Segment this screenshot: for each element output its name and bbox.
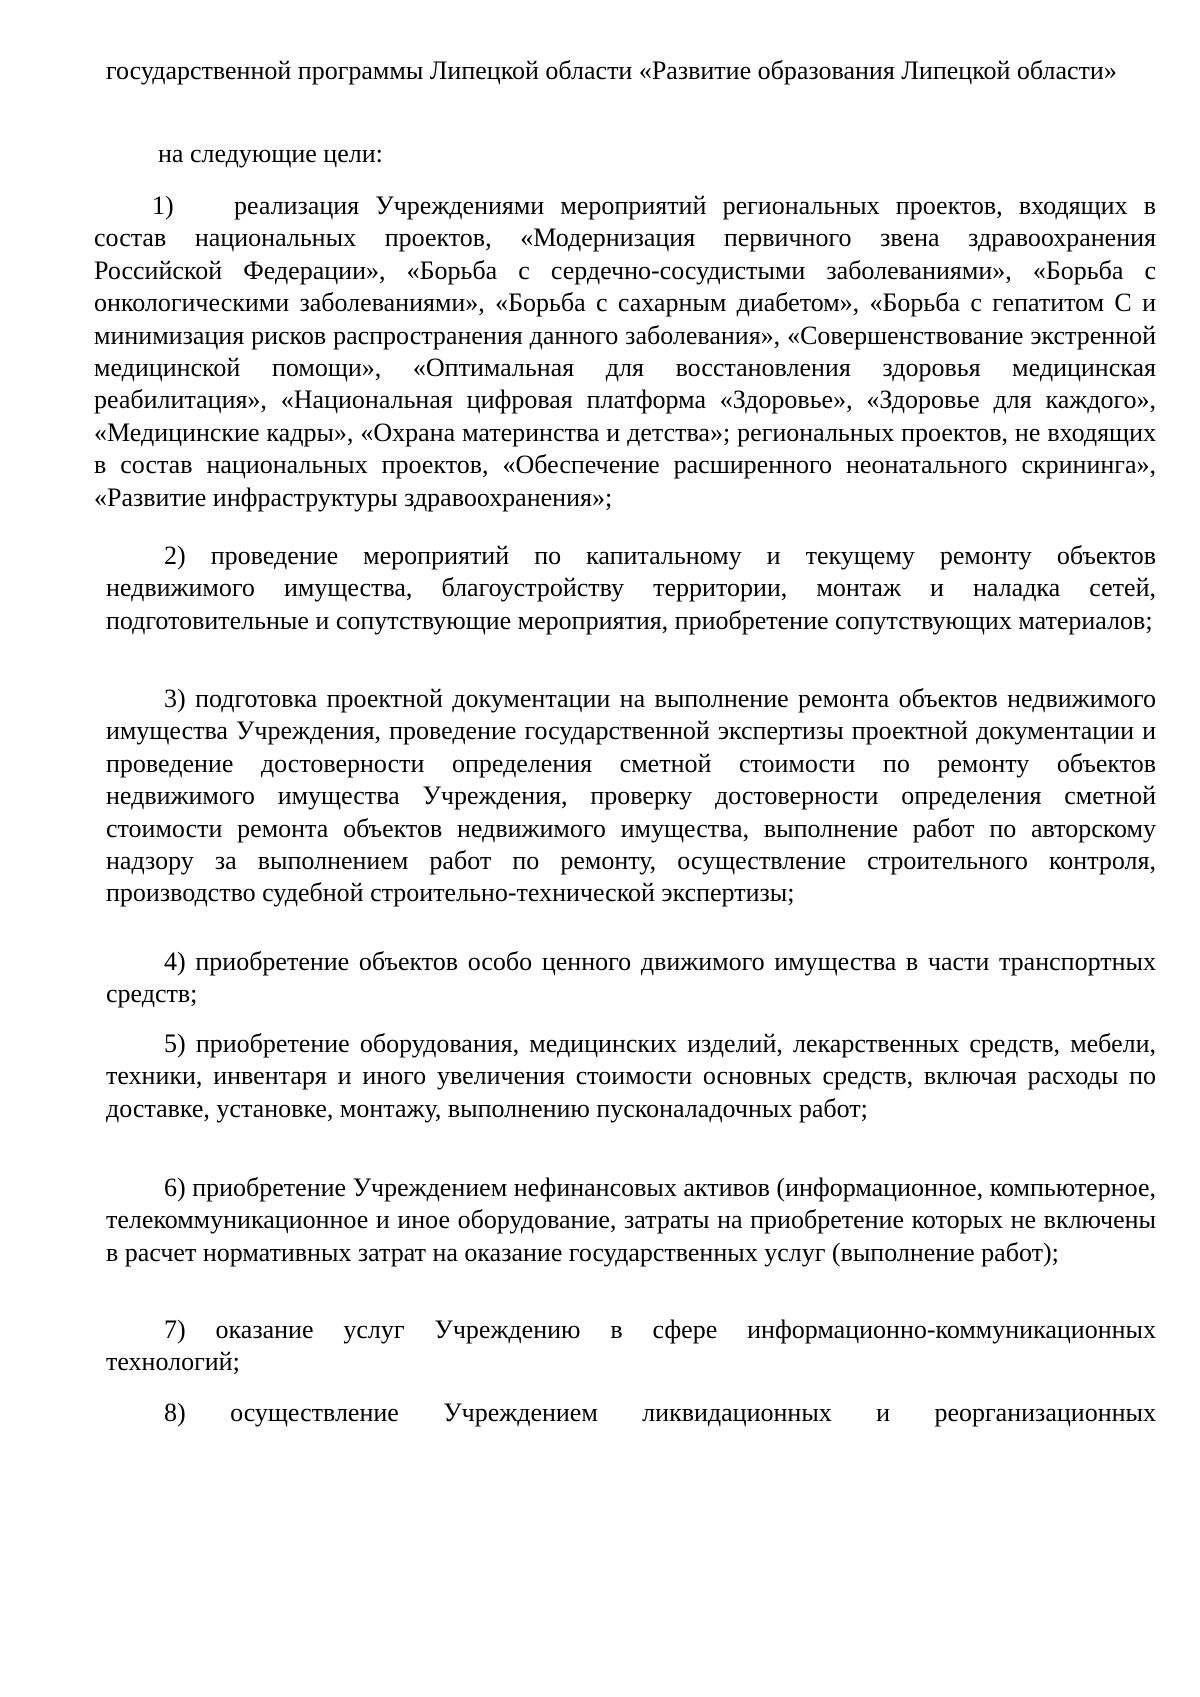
list-item-number: 5) — [164, 1029, 186, 1058]
list-item-number: 7) — [164, 1315, 186, 1344]
list-item-6 — [106, 1172, 1156, 1269]
list-item-text: приобретение Учреждением нефинансовых активов (информационное, компьютерное, телекоммуникационное и иное оборудование, затраты на приобретение которых не включены в расчет нормативных затрат на оказание государственных услуг (выполнение работ); — [106, 1173, 1156, 1267]
list-item-1 — [94, 190, 1156, 514]
list-item-8 — [106, 1397, 1156, 1429]
list-item-2 — [106, 540, 1156, 637]
list-item-text: оказание услуг Учреждению в сфере информационно-коммуникационных технологий; — [106, 1315, 1156, 1377]
list-item-number: 4) — [164, 947, 186, 976]
list-item-5 — [106, 1028, 1156, 1125]
list-item-number: 3) — [164, 684, 186, 713]
lead-paragraph: на следующие цели: — [158, 139, 383, 168]
list-item-number: 1) — [152, 191, 174, 220]
list-item-number: 2) — [164, 541, 186, 570]
list-item-3 — [106, 683, 1156, 910]
list-item-text: подготовка проектной документации на выполнение ремонта объектов недвижимого имущества Учреждения, проведение государственной экспертизы проектной документации и проведение достоверности определения сметной стоимости по ремонту объектов недвижимого имущества Учреждения, проверку достоверности определения сметной стоимости ремонта объектов недвижимого имущества, выполнение работ по авторскому надзору за выполнением работ по ремонту, осуществление строительного контроля, производство судебной строительно-технической экспертизы; — [106, 684, 1157, 908]
list-item-text: приобретение оборудования, медицинских изделий, лекарственных средств, мебели, техники, инвентаря и иного увеличения стоимости основных средств, включая расходы по доставке, установке, монтажу, выполнению пусконаладочных работ; — [106, 1029, 1156, 1123]
list-item-number: 6) — [164, 1173, 186, 1202]
list-item-text: реализация Учреждениями мероприятий региональных проектов, входящих в состав национальных проектов, «Модернизация первичного звена здравоохранения Российской Федерации», «Борьба с сердечно-сосудистыми заболеваниями», «Борьба с онкологическими заболеваниями», «Борьба с сахарным диабетом», «Борьба с гепатитом С и минимизация рисков распространения данного заболевания», «Совершенствование экстренной медицинской помощи», «Оптимальная для восстановления здоровья медицинская реабилитация», «Национальная цифровая платформа «Здоровье», «Здоровье для каждого», «Медицинские кадры», «Охрана материнства и детства»; региональных проектов, не входящих в состав национальных проектов, «Обеспечение расширенного неонатального скрининга», «Развитие инфраструктуры здравоохранения»; — [94, 191, 1156, 512]
list-item-number: 8) — [164, 1398, 186, 1427]
list-item-4 — [106, 946, 1156, 1011]
list-item-7 — [106, 1314, 1156, 1379]
list-item-text: осуществление Учреждением ликвидационных и реорганизационных — [230, 1398, 1156, 1427]
list-item-text: проведение мероприятий по капитальному и текущему ремонту объектов недвижимого имущества, благоустройству территории, монтаж и наладка сетей, подготовительные и сопутствующие мероприятия, приобретение сопутствующих материалов; — [106, 541, 1157, 635]
opening-paragraph: государственной программы Липецкой области «Развитие образования Липецкой области» — [106, 56, 1117, 85]
list-item-text: приобретение объектов особо ценного движимого имущества в части транспортных средств; — [106, 947, 1156, 1009]
